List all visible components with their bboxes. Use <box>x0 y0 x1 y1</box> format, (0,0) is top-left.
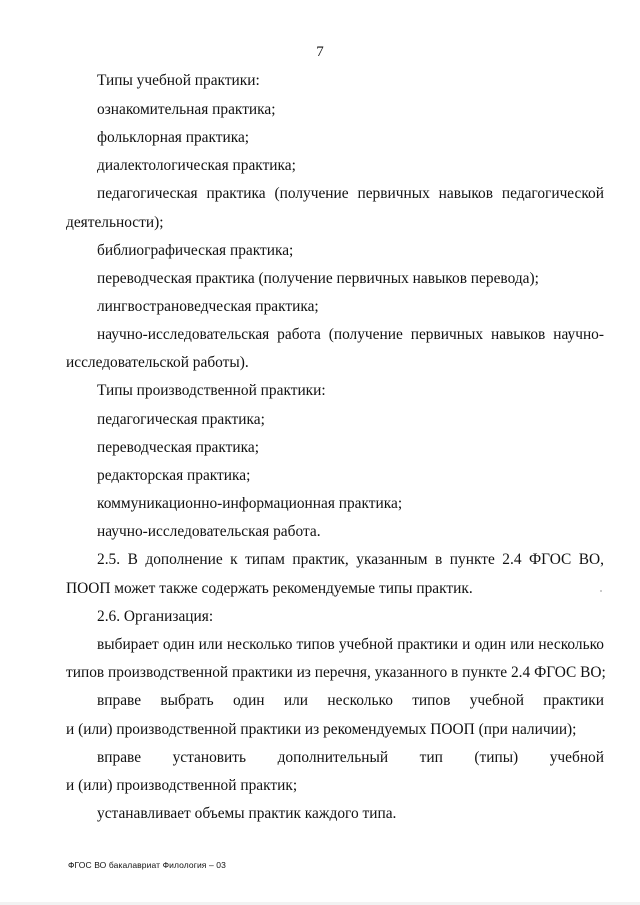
list-item: научно-исследовательская работа (получение первичных навыков научно- <box>97 326 604 343</box>
list-item: диалектологическая практика; <box>97 157 296 174</box>
page-number: 7 <box>316 44 324 60</box>
list-item: коммуникационно-информационная практика; <box>97 495 403 512</box>
paragraph-2-6-item: вправе установить дополнительный тип (типы) учебной <box>97 749 604 766</box>
paragraph-2-6-item-continuation: типов производственной практики из перечня, указанного в пункте 2.4 ФГОС ВО; <box>66 664 606 681</box>
list-item: лингвострановедческая практика; <box>97 298 319 315</box>
paragraph-2-5: 2.5. В дополнение к типам практик, указанным в пункте 2.4 ФГОС ВО, <box>97 551 604 568</box>
paragraph-2-6-item: вправе выбрать один или несколько типов учебной практики <box>97 692 604 709</box>
page-footer: ФГОС ВО бакалавриат Филология – 03 <box>68 860 226 870</box>
list-item: переводческая практика (получение первичных навыков перевода); <box>97 270 539 287</box>
heading-educational-practice-types: Типы учебной практики: <box>97 72 260 89</box>
paragraph-2-6-item: выбирает один или несколько типов учебной практики и один или несколько <box>97 636 604 653</box>
list-item: педагогическая практика; <box>97 411 265 428</box>
paragraph-2-5-continuation: ПООП может также содержать рекомендуемые типы практик. <box>66 580 473 597</box>
list-item: редакторская практика; <box>97 467 251 484</box>
paragraph-2-6-item: устанавливает объемы практик каждого типа. <box>97 805 397 822</box>
list-item: педагогическая практика (получение первичных навыков педагогической <box>97 185 604 202</box>
heading-production-practice-types: Типы производственной практики: <box>97 382 326 399</box>
paragraph-2-6-item-continuation: и (или) производственной практик; <box>66 777 298 794</box>
list-item: ознакомительная практика; <box>97 101 276 118</box>
list-item: фольклорная практика; <box>97 129 250 146</box>
list-item-continuation: исследовательской работы). <box>66 354 249 371</box>
scan-speck <box>600 590 602 592</box>
list-item: научно-исследовательская работа. <box>97 523 321 540</box>
list-item: переводческая практика; <box>97 439 259 456</box>
paragraph-2-6-heading: 2.6. Организация: <box>97 608 214 625</box>
list-item: библиографическая практика; <box>97 242 294 259</box>
list-item-continuation: деятельности); <box>66 214 164 231</box>
paragraph-2-6-item-continuation: и (или) производственной практики из рекомендуемых ПООП (при наличии); <box>66 721 577 738</box>
